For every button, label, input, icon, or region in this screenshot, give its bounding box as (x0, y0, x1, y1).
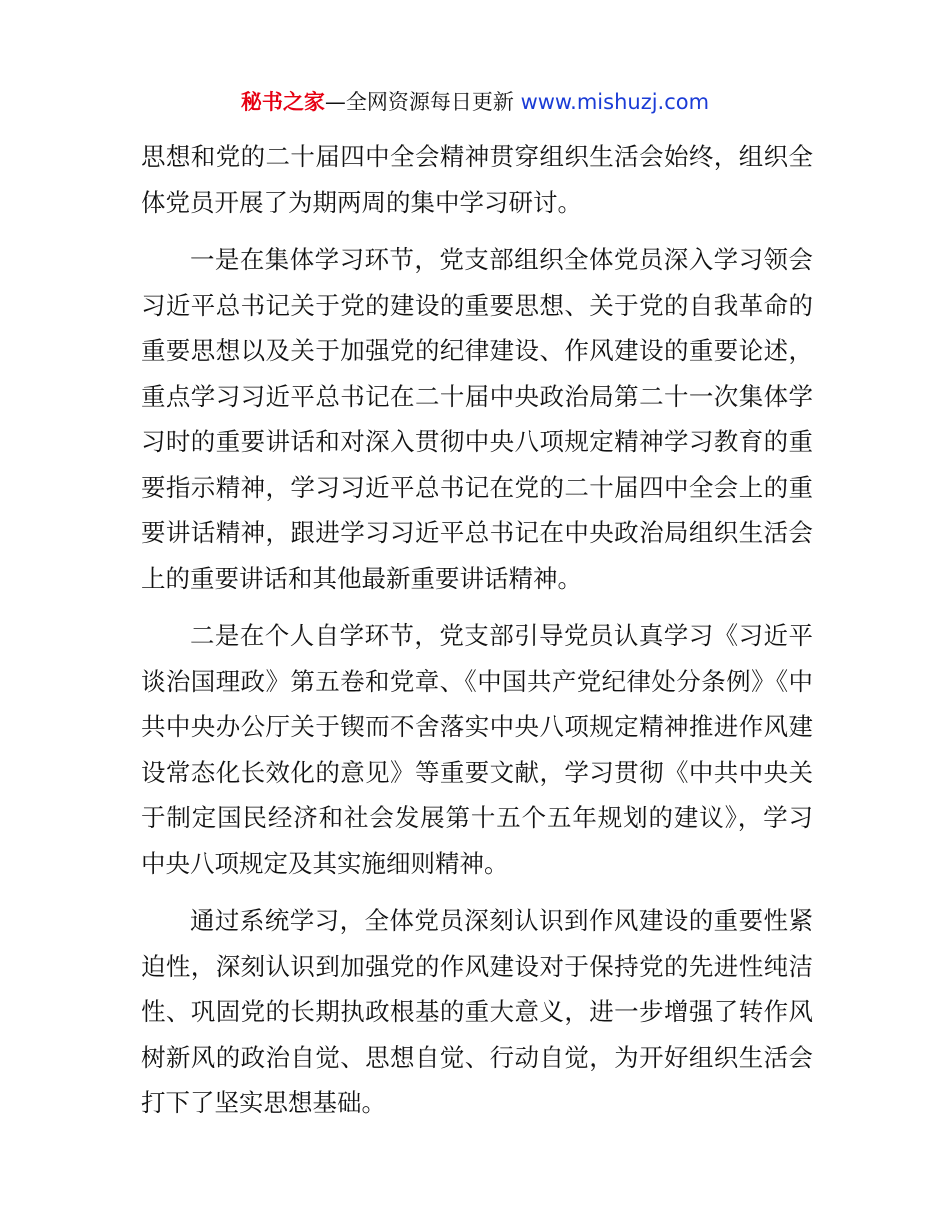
document-body (141, 134, 813, 1138)
site-url-link[interactable]: www.mishuzj.com (520, 90, 710, 114)
paragraph-conclusion: 通过系统学习，全体党员深刻认识到作风建设的重要性紧迫性，深刻认识到加强党的作风建设对于保持党的先进性纯洁性、巩固党的长期执政根基的重大意义，进一步增强了转作风树新风的政治自觉、思想自觉、行动自觉，为开好组织生活会打下了坚实思想基础。 (141, 906, 813, 1117)
brand-name: 秘书之家 (240, 90, 325, 114)
paragraph-collective-study: 一是在集体学习环节，党支部组织全体党员深入学习领会习近平总书记关于党的建设的重要思想、关于党的自我革命的重要思想以及关于加强党的纪律建设、作风建设的重要论述，重点学习习近平总书记在二十届中央政治局第二十一次集体学习时的重要讲话和对深入贯彻中央八项规定精神学习教育的重要指示精神，学习习近平总书记在党的二十届四中全会上的重要讲话精神，跟进学习习近平总书记在中央政治局组织生活会上的重要讲话和其他最新重要讲话精神。 (141, 245, 813, 593)
paragraph-self-study: 二是在个人自学环节，党支部引导党员认真学习《习近平谈治国理政》第五卷和党章、《中国共产党纪律处分条例》《中共中央办公厅关于锲而不舍落实中央八项规定精神推进作风建设常态化长效化的意见》等重要文献，学习贯彻《中共中央关于制定国民经济和社会发展第十五个五年规划的建议》，学习中央八项规定及其实施细则精神。 (141, 621, 813, 878)
page-header (0, 86, 950, 118)
header-tagline: —全网资源每日更新 (324, 90, 521, 114)
paragraph-continuation: 思想和党的二十届四中全会精神贯穿组织生活会始终，组织全体党员开展了为期两周的集中学习研讨。 (141, 142, 813, 217)
